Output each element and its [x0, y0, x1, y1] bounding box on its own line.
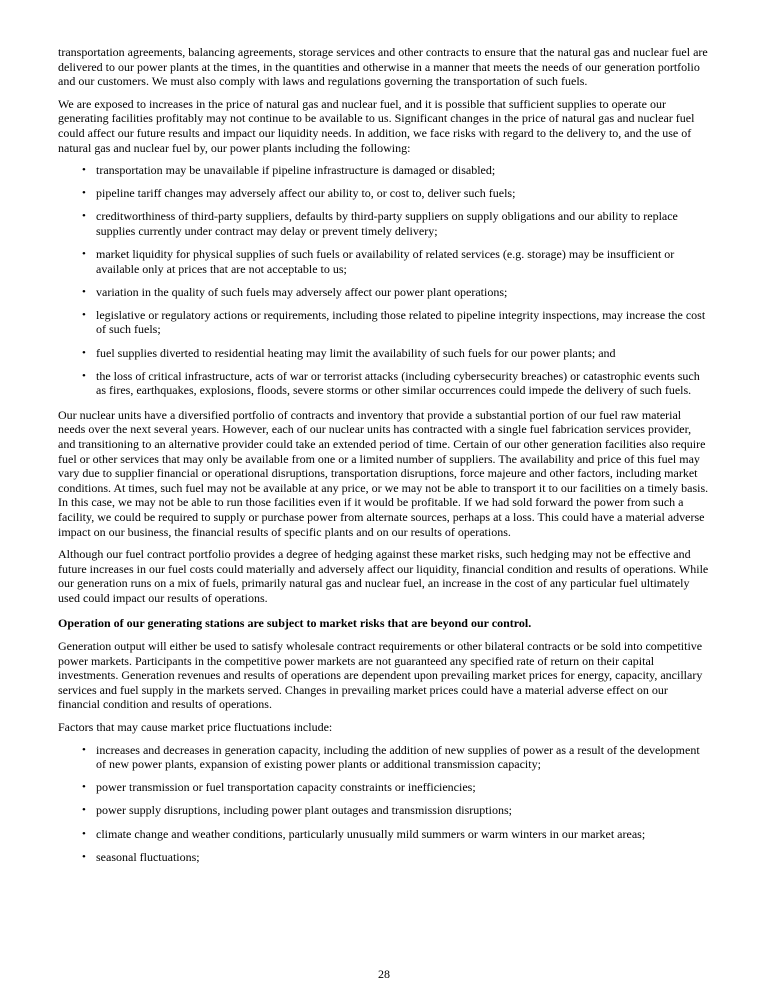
- list-item: [82, 247, 711, 276]
- list-item: [82, 827, 711, 842]
- bullet-icon: •: [82, 346, 86, 359]
- list-item: [82, 743, 711, 772]
- list-item: [82, 803, 711, 818]
- list-item: [82, 308, 711, 337]
- bullet-icon: •: [82, 743, 86, 756]
- bullet-icon: •: [82, 285, 86, 298]
- bullet-icon: •: [82, 369, 86, 382]
- bullet-icon: •: [82, 164, 86, 177]
- list-item-text: transportation may be unavailable if pipeline infrastructure is damaged or disabled;: [96, 163, 496, 178]
- bullet-icon: •: [82, 210, 86, 223]
- bullet-icon: •: [82, 187, 86, 200]
- list-item-text: seasonal fluctuations;: [96, 849, 200, 864]
- paragraph-nuclear-units: Our nuclear units have a diversified portfolio of contracts and inventory that provide a substantial portion of our fuel raw material needs over the next several years. However, each of our nuclear units has contracted with a single fuel fabrication services provider, and transitioning to an alternative provider could take an extended period of time. Certain of our other generation facilities also require fuel or other services that may only be available from one or a limited number of suppliers. The availability and price of this fuel may vary due to supplier financial or operational disruptions, transportation disruptions, force majeure and other factors, including market conditions. At times, such fuel may not be available at any price, or we may not be able to transport it to our facilities on a timely basis. In this case, we may not be able to run those facilities even if it would be profitable. If we had sold forward the power from such a facility, we could be required to supply or purchase power from alternate sources, perhaps at a loss. This could have a material adverse impact on our business, the financial results of specific plants and on our results of operations.: [58, 407, 709, 539]
- section-heading-market-risks: Operation of our generating stations are subject to market risks that are beyond our control.: [58, 615, 532, 630]
- paragraph-hedging: Although our fuel contract portfolio provides a degree of hedging against these market risks, such hedging may not be effective and future increases in our fuel costs could materially and adversely affect our liquidity, financial condition and results of operations. While our generation runs on a mix of fuels, primarily natural gas and nuclear fuel, an increase in the cost of any particular fuel ultimately used could impact our results of operations.: [58, 547, 709, 605]
- bullet-icon: •: [82, 308, 86, 321]
- list-item-text: variation in the quality of such fuels may adversely affect our power plant operations;: [96, 284, 508, 299]
- list-item: [82, 209, 711, 238]
- list-item-text: climate change and weather conditions, particularly unusually mild summers or warm winters in our market areas;: [96, 826, 646, 841]
- list-item-text: increases and decreases in generation capacity, including the addition of new supplies of power as a result of the development of new power plants, expansion of existing power plants or additional transmission capacity;: [96, 742, 700, 772]
- list-item-text: creditworthiness of third-party suppliers, defaults by third-party suppliers on supply obligations and our ability to replace supplies currently under contract may delay or prevent timely delivery;: [96, 209, 678, 238]
- list-item: [82, 346, 711, 361]
- bullet-icon: •: [82, 827, 86, 840]
- list-item-text: the loss of critical infrastructure, acts of war or terrorist attacks (including cybersecurity breaches) or catastrophic events such as fires, earthquakes, explosions, floods, severe storms or other similar occurrences could impede the delivery of such fuels.: [96, 368, 700, 398]
- list-item: [82, 369, 711, 398]
- list-item-text: power transmission or fuel transportation capacity constraints or inefficiencies;: [96, 780, 476, 795]
- bullet-icon: •: [82, 781, 86, 794]
- paragraph-factors-intro: Factors that may cause market price fluctuations include:: [58, 720, 333, 735]
- list-item: [82, 163, 711, 178]
- paragraph-transportation-agreements: transportation agreements, balancing agreements, storage services and other contracts to ensure that the natural gas and nuclear fuel are delivered to our power plants at the times, in the quantities and otherwise in a manner that meets the needs of our generation portfolio and our customers. We must also comply with laws and regulations governing the transportation of such fuels.: [58, 45, 708, 89]
- list-item-text: legislative or regulatory actions or requirements, including those related to pipeline integrity inspections, may increase the cost of such fuels;: [96, 307, 706, 337]
- list-item: [82, 780, 711, 795]
- page-number: 28: [378, 967, 390, 982]
- list-item: [82, 285, 711, 300]
- list-item-text: power supply disruptions, including power plant outages and transmission disruptions;: [96, 803, 512, 818]
- list-item-text: pipeline tariff changes may adversely affect our ability to, or cost to, deliver such fuels;: [96, 186, 516, 201]
- list-item-text: market liquidity for physical supplies of such fuels or availability of related services (e.g. storage) may be insufficient or available only at prices that are not acceptable to us;: [96, 247, 675, 276]
- list-item: [82, 850, 711, 865]
- bullet-icon: •: [82, 248, 86, 261]
- bullet-icon: •: [82, 850, 86, 863]
- list-item-text: fuel supplies diverted to residential heating may limit the availability of such fuels for our power plants; and: [96, 345, 616, 360]
- list-item: [82, 186, 711, 201]
- paragraph-fuel-price-risk: We are exposed to increases in the price of natural gas and nuclear fuel, and it is possible that sufficient supplies to operate our generating facilities profitably may not continue to be available to us. Significant changes in the price of natural gas and nuclear fuel could affect our future results and impact our liquidity needs. In addition, we face risks with regard to the delivery to, and the use of natural gas and nuclear fuel by, our power plants including the following:: [58, 96, 695, 155]
- bullet-icon: •: [82, 804, 86, 817]
- fuel-delivery-risk-list: [82, 163, 711, 398]
- paragraph-generation-output: Generation output will either be used to satisfy wholesale contract requirements or other bilateral contracts or be sold into competitive power markets. Participants in the competitive power markets are not guaranteed any specified rate of return on their capital investments. Generation revenues and results of operations are dependent upon prevailing market prices for energy, capacity, ancillary services and fuel supply in the markets served. Changes in prevailing market prices could have a material adverse effect on our financial condition and results of operations.: [58, 639, 703, 712]
- market-price-factor-list: [82, 743, 711, 865]
